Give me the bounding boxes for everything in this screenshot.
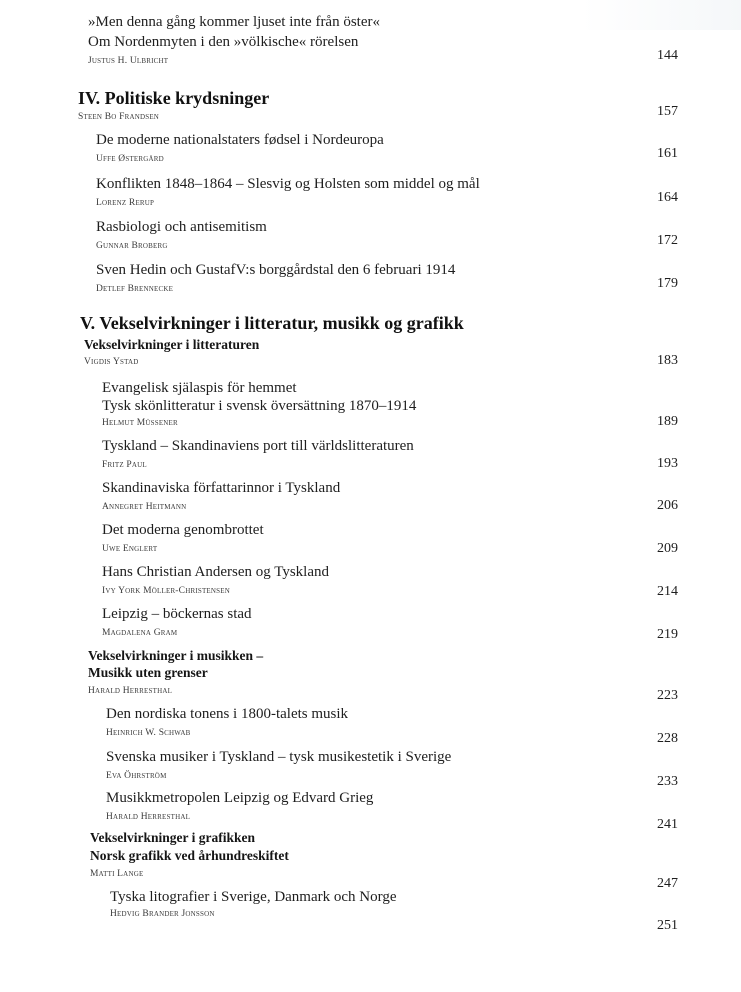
entry-title: »Men denna gång kommer ljuset inte från öster«: [88, 14, 381, 30]
entry-author: Fritz Paul: [102, 460, 147, 470]
entry-page: 164: [657, 190, 678, 205]
entry-page: 219: [657, 627, 678, 642]
entry-page: 206: [657, 498, 678, 513]
entry-title: Musikkmetropolen Leipzig og Edvard Grieg: [106, 790, 374, 806]
entry-author: Eva Öhrström: [106, 771, 167, 781]
entry-author: Harald Herresthal: [88, 686, 173, 696]
entry-page: 251: [657, 918, 678, 933]
entry-page: 241: [657, 817, 678, 832]
entry-subtitle: Tysk skönlitteratur i svensk översättning 1870–1914: [102, 398, 417, 414]
entry-title: Leipzig – böckernas stad: [102, 606, 252, 622]
entry-author: Magdalena Gram: [102, 628, 178, 638]
subsection-heading: Vekselvirkninger i litteraturen: [84, 337, 260, 352]
entry-author: Matti Lange: [90, 869, 144, 879]
entry-title: Tyska litografier i Sverige, Danmark och Norge: [110, 889, 397, 905]
entry-title: Hans Christian Andersen og Tyskland: [102, 564, 329, 580]
entry-author: Hedvig Brander Jonsson: [110, 909, 215, 919]
entry-author: Heinrich W. Schwab: [106, 728, 191, 738]
entry-title: De moderne nationalstaters fødsel i Nordeuropa: [96, 132, 384, 148]
entry-title: Rasbiologi och antisemitism: [96, 219, 267, 235]
entry-page: 209: [657, 541, 678, 556]
entry-author: Annegret Heitmann: [102, 502, 187, 512]
entry-author: Uwe Englert: [102, 544, 158, 554]
entry-author: Helmut Müssener: [102, 418, 178, 428]
entry-page: 228: [657, 731, 678, 746]
entry-author: Harald Herresthal: [106, 812, 191, 822]
entry-title: Skandinaviska författarinnor i Tyskland: [102, 480, 341, 496]
entry-page: 144: [657, 48, 678, 63]
entry-page: 223: [657, 688, 678, 703]
scan-artifact: [581, 0, 741, 30]
entry-title: Evangelisk själaspis för hemmet: [102, 380, 297, 396]
entry-author: Ivy York Möller-Christensen: [102, 586, 230, 596]
entry-title: Konflikten 1848–1864 – Slesvig og Holsten som middel og mål: [96, 176, 480, 192]
entry-title: Sven Hedin och GustafV:s borggårdstal den 6 februari 1914: [96, 262, 456, 278]
entry-author: Lorenz Rerup: [96, 198, 155, 208]
section-heading: IV. Politiske krydsninger: [78, 88, 270, 108]
entry-subtitle: Om Nordenmyten i den »völkische« rörelsen: [88, 34, 359, 50]
entry-page: 189: [657, 414, 678, 429]
entry-page: 247: [657, 876, 678, 891]
entry-page: 157: [657, 104, 678, 119]
entry-author: Vigdis Ystad: [84, 357, 139, 367]
entry-title: Svenska musiker i Tyskland – tysk musikestetik i Sverige: [106, 749, 452, 765]
subsection-heading: Norsk grafikk ved århundreskiftet: [90, 848, 289, 863]
entry-page: 193: [657, 456, 678, 471]
entry-page: 161: [657, 146, 678, 161]
entry-author: Gunnar Broberg: [96, 241, 168, 251]
entry-page: 214: [657, 584, 678, 599]
subsection-heading: Vekselvirkninger i musikken –: [88, 648, 264, 663]
entry-page: 183: [657, 353, 678, 368]
entry-title: Tyskland – Skandinaviens port till världslitteraturen: [102, 438, 414, 454]
subsection-heading: Vekselvirkninger i grafikken: [90, 830, 256, 845]
entry-author: Uffe Østergård: [96, 154, 164, 164]
entry-page: 179: [657, 276, 678, 291]
entry-author: Justus H. Ulbricht: [88, 56, 169, 66]
entry-title: Den nordiska tonens i 1800-talets musik: [106, 706, 349, 722]
entry-page: 172: [657, 233, 678, 248]
entry-author: Steen Bo Frandsen: [78, 112, 160, 122]
section-heading: V. Vekselvirkninger i litteratur, musikk og grafikk: [80, 313, 464, 333]
entry-title: Det moderna genombrottet: [102, 522, 264, 538]
entry-page: 233: [657, 774, 678, 789]
entry-author: Detlef Brennecke: [96, 284, 174, 294]
subsection-heading: Musikk uten grenser: [88, 665, 208, 680]
